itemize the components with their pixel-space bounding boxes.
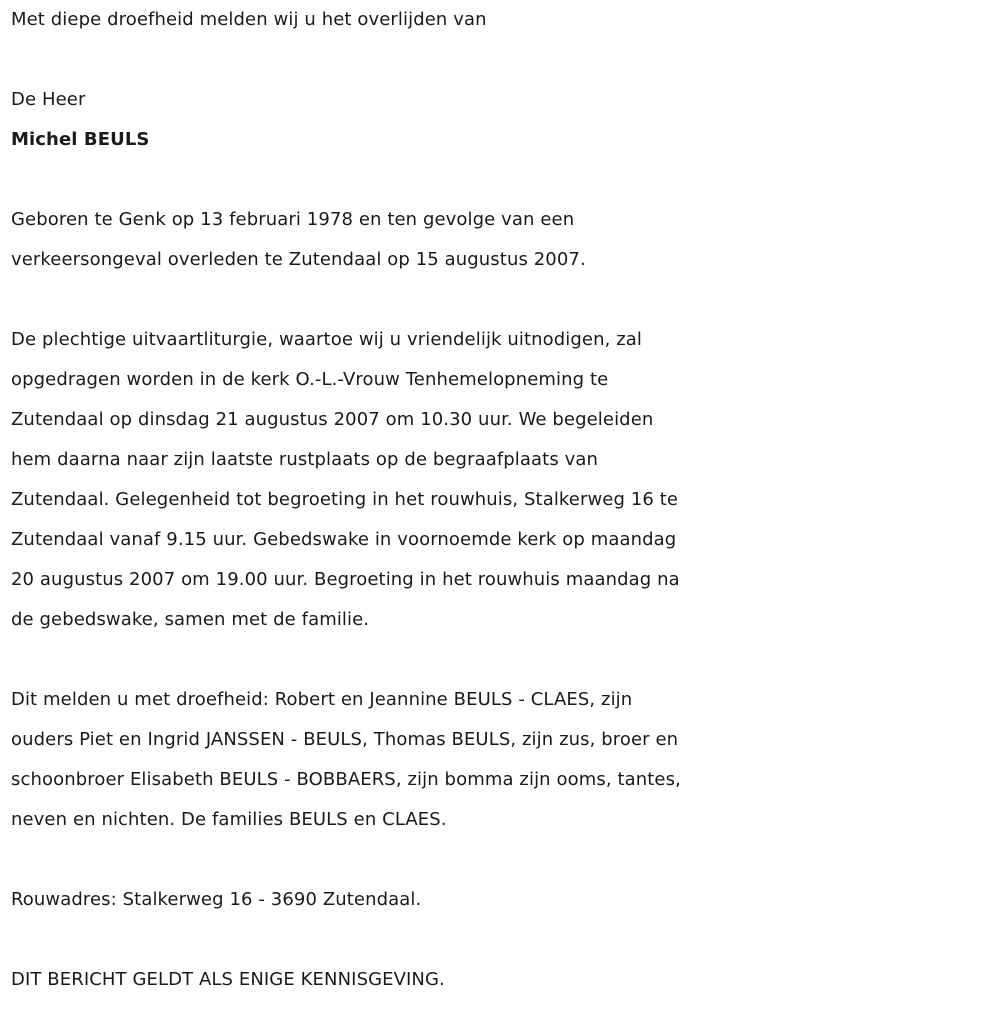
paragraph-line: opgedragen worden in de kerk O.-L.-Vrouw Tenhemelopneming te <box>11 369 609 390</box>
spacer <box>11 640 996 680</box>
paragraph-line: schoonbroer Elisabeth BEULS - BOBBAERS, zijn bomma zijn ooms, tantes, <box>11 769 681 790</box>
closing-statement: DIT BERICHT GELDT ALS ENIGE KENNISGEVING. <box>11 969 445 990</box>
family-paragraph <box>11 680 996 840</box>
paragraph-line: verkeersongeval overleden te Zutendaal op 15 augustus 2007. <box>11 249 586 270</box>
paragraph-line: de gebedswake, samen met de familie. <box>11 609 370 630</box>
mourning-address: Rouwadres: Stalkerweg 16 - 3690 Zutendaal. <box>11 889 422 910</box>
paragraph-line: Dit melden u met droefheid: Robert en Jeannine BEULS - CLAES, zijn <box>11 689 633 710</box>
paragraph-line: 20 augustus 2007 om 19.00 uur. Begroeting in het rouwhuis maandag na <box>11 569 680 590</box>
spacer <box>11 920 996 960</box>
paragraph-line: Zutendaal. Gelegenheid tot begroeting in het rouwhuis, Stalkerweg 16 te <box>11 489 679 510</box>
birth-paragraph <box>11 200 996 280</box>
spacer <box>11 840 996 880</box>
paragraph-line: Geboren te Genk op 13 februari 1978 en ten gevolge van een <box>11 209 575 230</box>
obituary-notice <box>11 0 996 1000</box>
paragraph-line: ouders Piet en Ingrid JANSSEN - BEULS, Thomas BEULS, zijn zus, broer en <box>11 729 679 750</box>
paragraph-line: Zutendaal op dinsdag 21 augustus 2007 om 10.30 uur. We begeleiden <box>11 409 654 430</box>
paragraph-line: De plechtige uitvaartliturgie, waartoe wij u vriendelijk uitnodigen, zal <box>11 329 643 350</box>
ceremony-paragraph <box>11 320 996 640</box>
honorific: De Heer <box>11 89 86 110</box>
spacer <box>11 280 996 320</box>
spacer <box>11 40 996 80</box>
paragraph-line: neven en nichten. De families BEULS en CLAES. <box>11 809 447 830</box>
spacer <box>11 160 996 200</box>
deceased-name: Michel BEULS <box>11 129 150 150</box>
paragraph-line: Zutendaal vanaf 9.15 uur. Gebedswake in voornoemde kerk op maandag <box>11 529 677 550</box>
paragraph-line: hem daarna naar zijn laatste rustplaats op de begraafplaats van <box>11 449 599 470</box>
intro-text: Met diepe droefheid melden wij u het overlijden van <box>11 9 487 30</box>
